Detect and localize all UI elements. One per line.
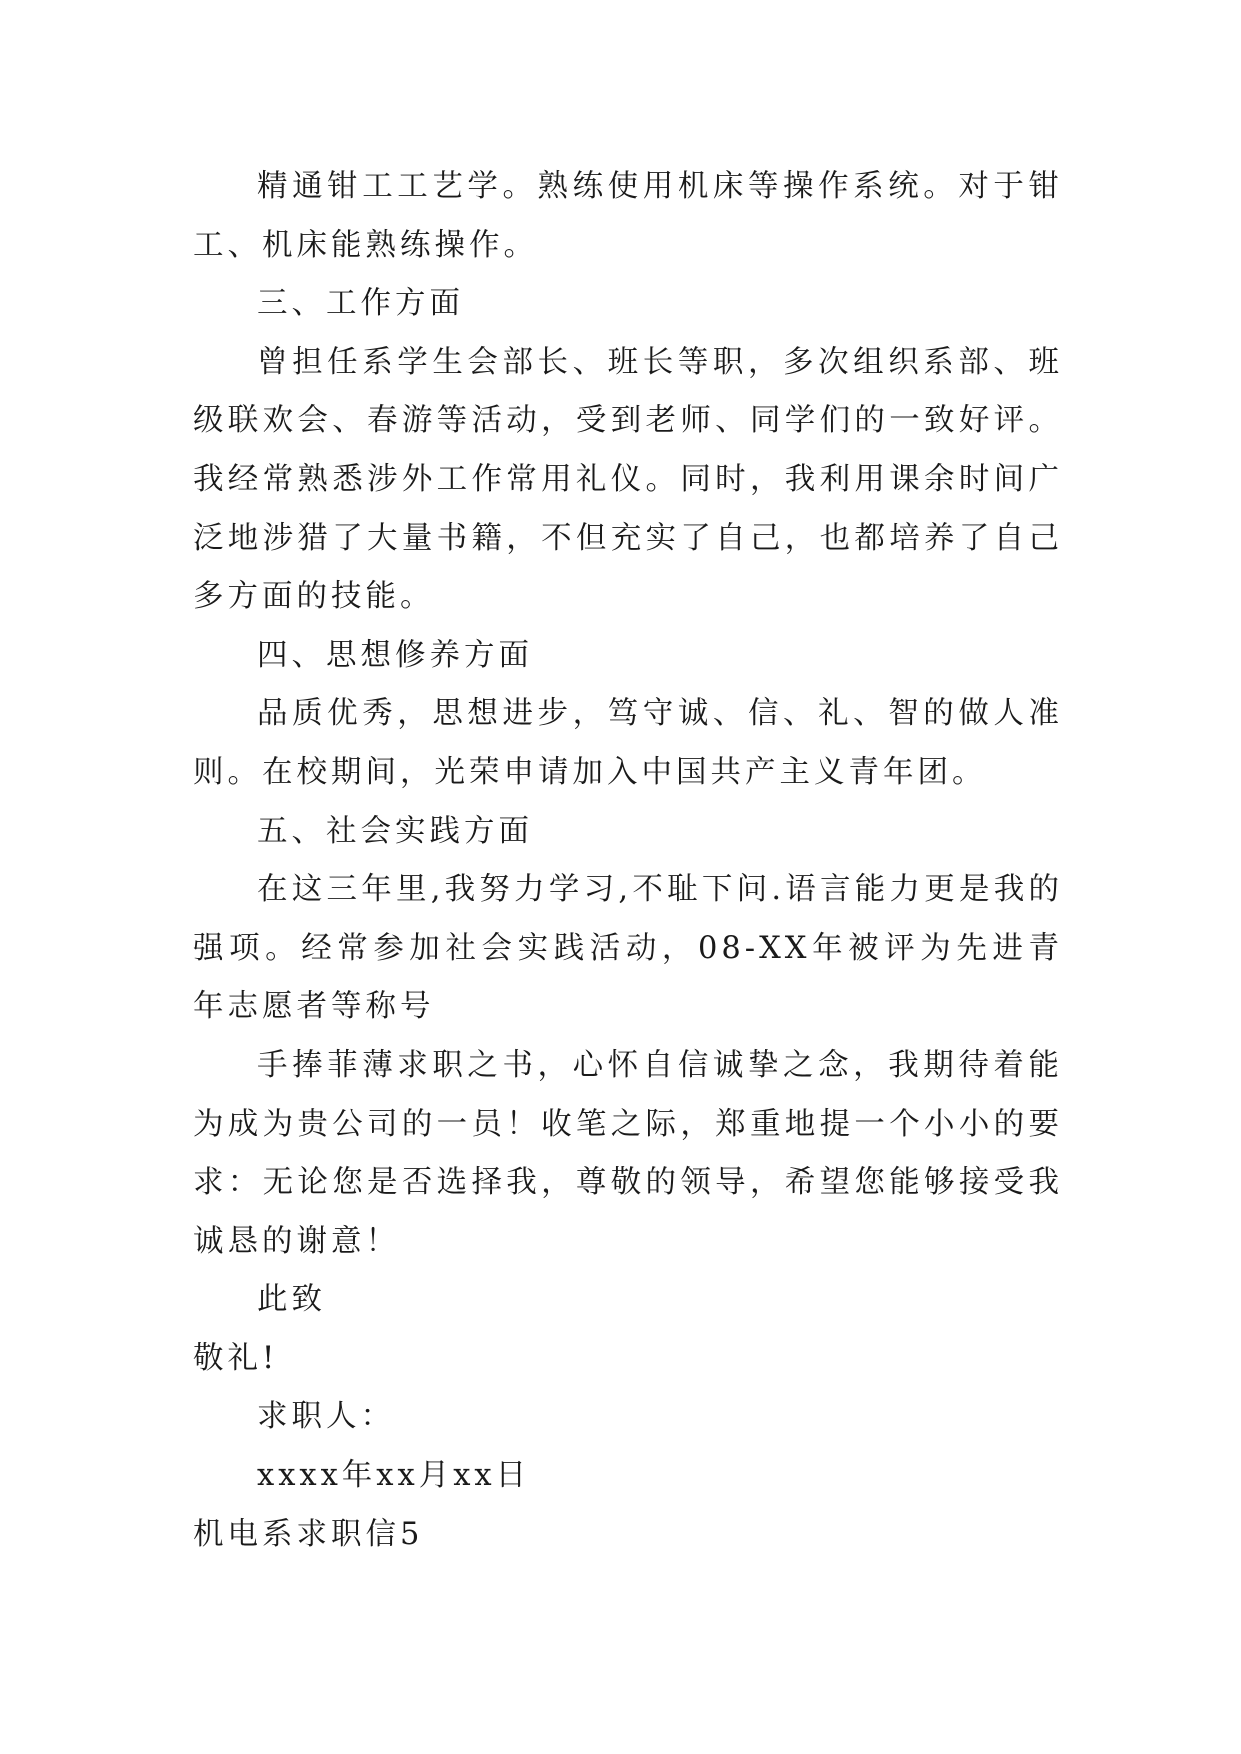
- section-heading-work: 三、工作方面: [257, 286, 464, 322]
- paragraph-work: 曾担任系学生会部长、班长等职，多次组织系部、班级联欢会、春游等活动，受到老师、同学们的一致好评。我经常熟悉涉外工作常用礼仪。同时，我利用课余时间广泛地涉猎了大量书籍，不但充实了自己，也都培养了自己多方面的技能。: [193, 344, 1063, 615]
- paragraph-skills: 精通钳工工艺学。熟练使用机床等操作系统。对于钳工、机床能熟练操作。: [193, 169, 1063, 263]
- paragraph-ideology: 品质优秀，思想进步，笃守诚、信、礼、智的做人准则。在校期间，光荣申请加入中国共产主义青年团。: [193, 696, 1063, 790]
- signature-applicant: 求职人：: [257, 1399, 395, 1435]
- signature-date: xxxx年xx月xx日: [257, 1458, 531, 1494]
- section-heading-practice: 五、社会实践方面: [257, 813, 533, 849]
- letter-body: [193, 158, 1063, 1564]
- salutation-respect: 敬礼!: [193, 1340, 279, 1376]
- section-heading-ideology: 四、思想修养方面: [257, 637, 533, 673]
- paragraph-closing: 手捧菲薄求职之书，心怀自信诚挚之念，我期待着能为成为贵公司的一员！收笔之际，郑重地提一个小小的要求：无论您是否选择我，尊敬的领导，希望您能够接受我诚恳的谢意！: [193, 1047, 1063, 1259]
- next-letter-title: 机电系求职信5: [193, 1516, 424, 1552]
- salutation-line: 此致: [257, 1282, 326, 1318]
- paragraph-practice: 在这三年里,我努力学习,不耻下问.语言能力更是我的强项。经常参加社会实践活动，08-XX年被评为先进青年志愿者等称号: [193, 872, 1063, 1025]
